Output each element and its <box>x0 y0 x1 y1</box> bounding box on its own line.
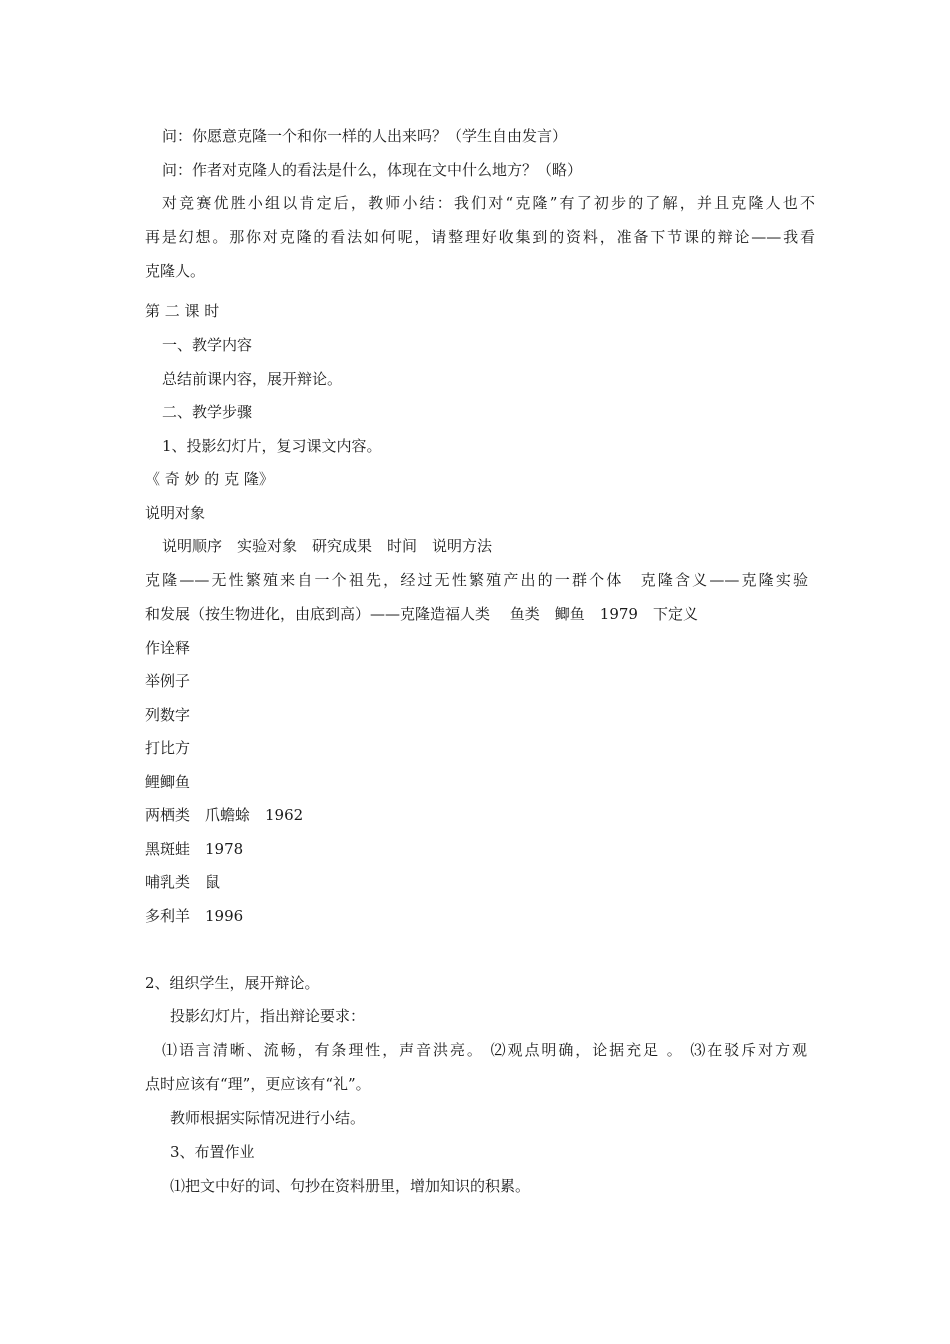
method-3: 列数字 <box>145 706 191 724</box>
clone-line-1: 克隆——无性繁殖来自一个祖先，经过无性繁殖产出的一群个体 克隆含义——克隆实验 <box>145 571 808 589</box>
article-title: 《 奇 妙 的 克 隆》 <box>145 470 274 488</box>
fact-3: 黑斑蛙 1978 <box>145 840 244 858</box>
fact-5: 多利羊 1996 <box>145 907 244 925</box>
explanation-object: 说明对象 <box>145 504 206 522</box>
homework-1: ⑴把文中好的词、句抄在资料册里，增加知识的积累。 <box>170 1177 531 1195</box>
step-3: 3、布置作业 <box>170 1143 255 1161</box>
step-1: 1、投影幻灯片，复习课文内容。 <box>162 437 382 455</box>
paragraph-line-2: 再是幻想。那你对克隆的看法如何呢，请整理好收集到的资料，准备下节课的辩论——我看 <box>145 228 815 246</box>
question-1: 问：你愿意克隆一个和你一样的人出来吗？（学生自由发言） <box>162 127 568 145</box>
section-heading-steps: 二、教学步骤 <box>162 403 253 421</box>
requirements-line-1: ⑴语言清晰、流畅，有条理性，声音洪亮。 ⑵观点明确，论据充足 。 ⑶在驳斥对方观 <box>162 1041 807 1059</box>
question-2: 问：作者对克隆人的看法是什么，体现在文中什么地方？（略） <box>162 161 583 179</box>
step-2: 2、组织学生，展开辩论。 <box>145 974 320 992</box>
method-2: 举例子 <box>145 672 191 690</box>
section-heading-content: 一、教学内容 <box>162 336 253 354</box>
table-headers: 说明顺序 实验对象 研究成果 时间 说明方法 <box>162 537 493 555</box>
fact-1: 鲤鲫鱼 <box>145 773 191 791</box>
clone-line-2: 和发展（按生物进化，由底到高）——克隆造福人类 鱼类 鲫鱼 1979 下定义 <box>145 605 698 623</box>
method-1: 作诠释 <box>145 639 191 657</box>
requirements-line-2: 点时应该有“理”，更应该有“礼”。 <box>145 1075 371 1093</box>
paragraph-line-3: 克隆人。 <box>145 262 206 280</box>
fact-4: 哺乳类 鼠 <box>145 873 221 891</box>
paragraph-line-1: 对竞赛优胜小组以肯定后，教师小结：我们对“克隆”有了初步的了解，并且克隆人也不 <box>162 194 815 212</box>
teacher-summary: 教师根据实际情况进行小结。 <box>170 1109 366 1127</box>
section-content-text: 总结前课内容，展开辩论。 <box>162 370 343 388</box>
method-4: 打比方 <box>145 739 191 757</box>
fact-2: 两栖类 爪蟾蜍 1962 <box>145 806 304 824</box>
requirements-intro: 投影幻灯片，指出辩论要求： <box>170 1007 366 1025</box>
lesson-heading: 第 二 课 时 <box>145 302 220 320</box>
